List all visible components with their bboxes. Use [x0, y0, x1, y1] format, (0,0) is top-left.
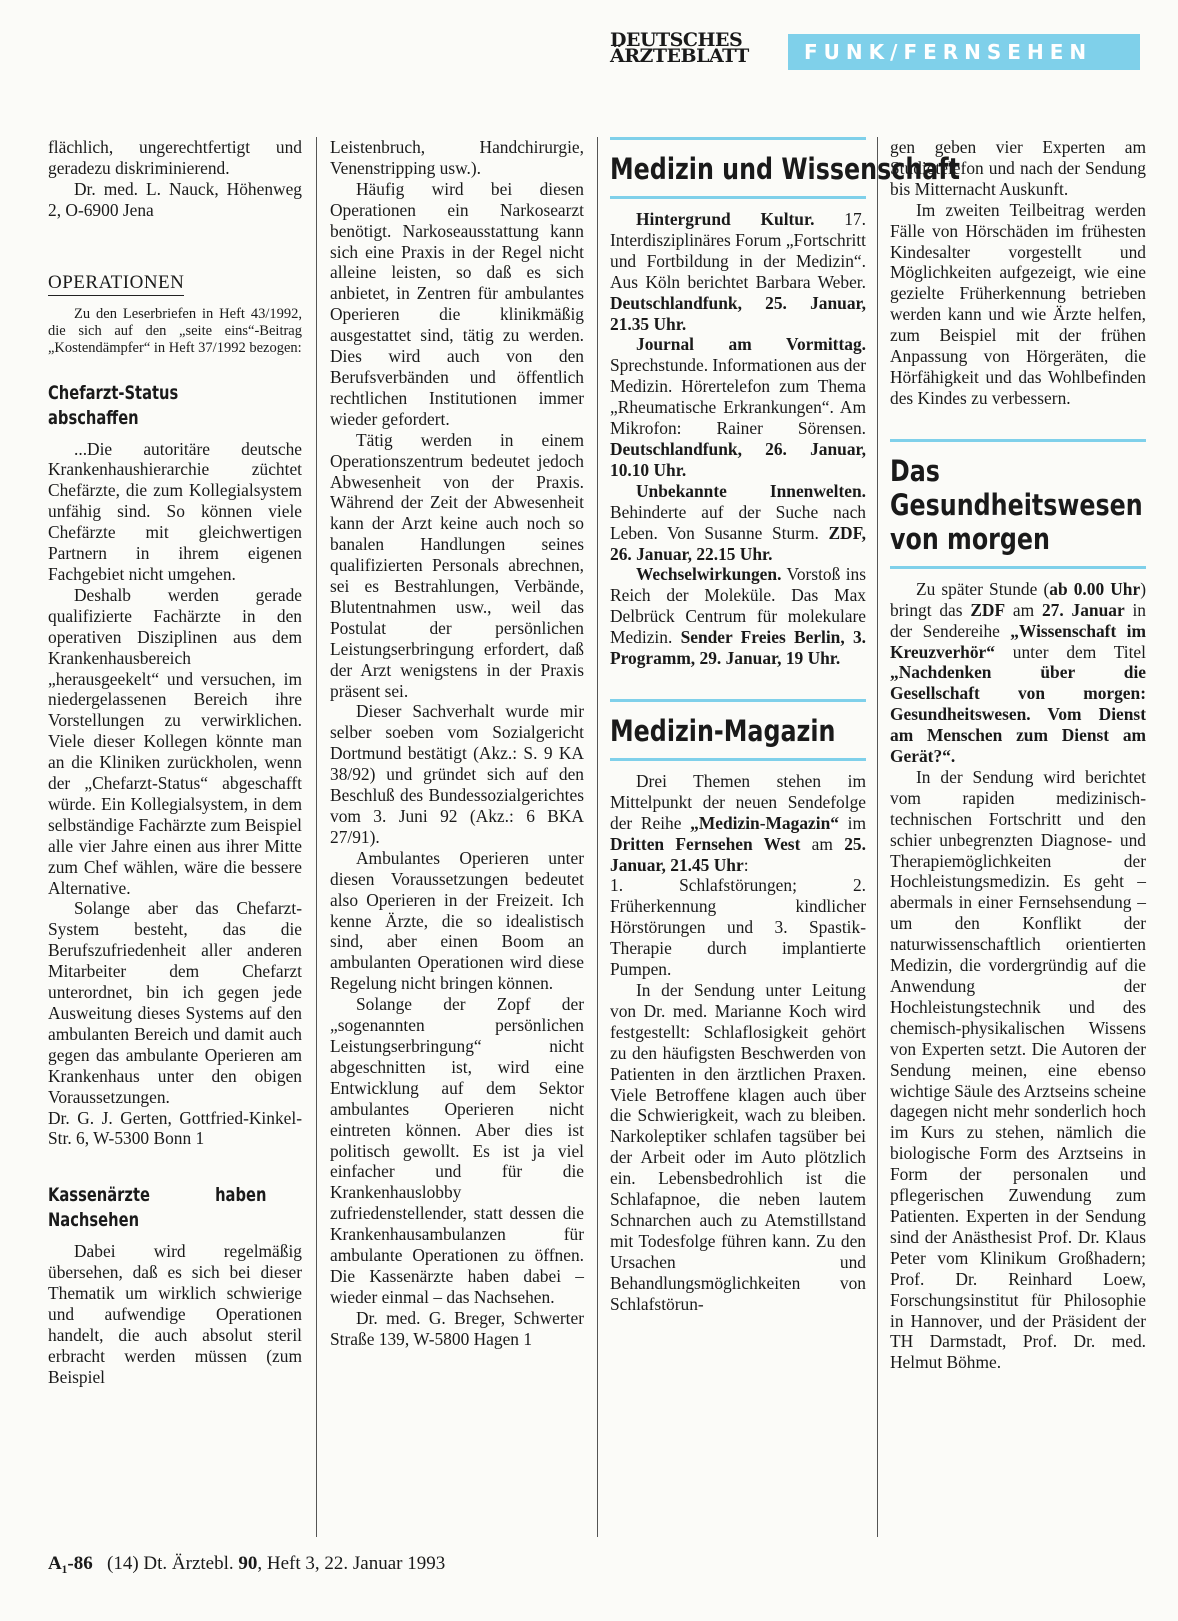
listing-time: ZDF, 26. Januar, 22.15 Uhr.	[610, 522, 866, 564]
paragraph: ...Die autoritäre deutsche Krankenhaushierarchie züchtet Chefärzte, die zum Kollegialsystem unfähig sind. So können viele Chefärzte mit gleichwertigen Partnern in ihrem eigenen Fachgebiet nicht umgehen.	[48, 438, 302, 584]
paragraph	[890, 579, 1146, 767]
paragraph: Dabei wird regelmäßig übersehen, daß es sich bei dieser Thematik um wirklich schwierige und aufwendige Operationen handelt, die auch absolut steril erbracht werden müssen (zum Beispiel	[48, 1241, 302, 1387]
listing-text: Sprechstunde. Informationen aus der Medizin. Hörertelefon zum Thema „Rheumatische Erkrankungen“. Am Mikrofon: Rainer Sörensen.	[610, 355, 866, 439]
listing-time: Deutschlandfunk, 25. Januar, 21.35 Uhr.	[610, 292, 866, 334]
paragraph: In der Sendung unter Leitung von Dr. med. Marianne Koch wird festgestellt: Schlaflosigkeit gehört zu den häufigsten Beschwerden von Patienten in den ärztlichen Praxen. Viele Betroffene klagen auch über die Schwierigkeit, wach zu bleiben. Narkoleptiker schlafen tagsüber bei der Arbeit oder im Auto plötzlich ein. Lebensbedrohlich ist die Schlafapnoe, die neben lautem Schnarchen auch zu Atemstillstand mit Todesfolge führen kann. Zu den Ursachen und Behandlungsmöglichkeiten von Schlafstörun-	[610, 980, 866, 1314]
paragraph: 1. Schlafstörungen; 2. Früherkennung kindlicher Hörstörungen und 3. Spastik-Therapie durch implantierte Pumpen.	[610, 875, 866, 980]
text-run-bold: Dritten Fernsehen West	[610, 833, 801, 854]
brand-line-2: ÄRZTEBLATT	[610, 45, 749, 67]
listing-title: Journal am Vormittag.	[636, 334, 866, 355]
section-heading-box	[890, 439, 1146, 569]
paragraph: gen geben vier Experten am Studiotelefon und nach der Sendung bis Mitternacht Auskunft.	[890, 137, 1146, 199]
section-heading-box	[610, 699, 866, 761]
spacer	[890, 409, 1146, 439]
column-2	[330, 137, 584, 1537]
text-run-bold: „Nachdenken über die Gesellschaft von morgen: Gesundheitswesen. Vom Dienst am Menschen zum Dienst am Gerät?“.	[890, 662, 1146, 767]
section-heading: Das Gesundheitswesen von morgen	[890, 453, 1143, 556]
rubric-heading: OPERATIONEN	[48, 273, 184, 296]
text-run: Zu später Stunde (	[916, 578, 1050, 599]
paragraph: Tätig werden in einem Operationszentrum bedeutet jedoch Abwesenheit von der Praxis. Während der Zeit der Abwesenheit kann der Arzt keine auch noch so banalen Handlungen seines qualifizierten Personals abrechnen, sei es Bestrahlungen, Verbände, Blutentnahmen usw., weil das Postulat der persönlichen Leistungserbringung erfordert, daß der Arzt wenigstens in der Praxis präsent sei.	[330, 429, 584, 701]
text-run: am	[1005, 599, 1042, 620]
paragraph: flächlich, ungerechtfertigt und geradezu diskriminierend.	[48, 137, 302, 178]
column-4	[890, 137, 1146, 1537]
brand-line-1: DEUTSCHES	[610, 29, 743, 51]
paragraph	[610, 771, 866, 876]
letter-heading: Kassenärzte haben Nachsehen	[48, 1184, 267, 1232]
paragraph: Deshalb werden gerade qualifizierte Fachärzte in den operativen Disziplinen aus dem Krankenhausbereich „herausgeekelt“ und versuchen, im niedergelassenen Bereich ihre Vorstellungen zu verwirklichen. Viele dieser Kollegen könnte man an die Kliniken zurückholen, wenn der „Chefarzt-Status“ abgeschafft würde. Ein Kollegialsystem, in dem selbständige Fachärzte zum Beispiel alle vier Jahre einen aus ihrer Mitte zum Chef wählen, wäre die bessere Alternative.	[48, 584, 302, 898]
listing-entry	[610, 564, 866, 669]
listing-time: Sender Freies Berlin, 3. Programm, 29. Januar, 19 Uhr.	[610, 627, 866, 669]
column-1	[48, 137, 302, 1537]
listing-entry	[610, 481, 866, 565]
text-run-bold: ZDF	[970, 599, 1006, 620]
text-run: im	[838, 812, 866, 833]
letter-signature: Dr. med. G. Breger, Schwerter Straße 139, W-5800 Hagen 1	[330, 1307, 584, 1349]
paragraph: Häufig wird bei diesen Operationen ein Narkosearzt benötigt. Narkoseausstattung kann sich eine Praxis in der Regel nicht alleine leisten, so daß es sich anbietet, in Zentren für ambulantes Operieren die klinikmäßig ausgestattet sind, tätig zu werden. Dies wird auch von den Berufsverbänden und öffentlich rechtlichen Institutionen immer wieder gefordert.	[330, 178, 584, 429]
column-3	[610, 137, 961, 1537]
letter-signature: Dr. G. J. Gerten, Gottfried-Kinkel-Str. 6, W-5300 Bonn 1	[48, 1107, 302, 1149]
page-footer	[48, 1553, 748, 1575]
page-number: A₁-86	[48, 1553, 93, 1574]
text-run: :	[743, 854, 749, 875]
text-run-bold: 27. Januar	[1041, 599, 1125, 620]
paragraph: Leistenbruch, Handchirurgie, Venenstripping usw.).	[330, 137, 584, 178]
section-heading: Medizin und Wissenschaft	[610, 152, 961, 186]
text-run-bold: „Wissenschaft im Kreuzverhör“	[890, 620, 1146, 662]
section-banner: FUNK/FERNSEHEN	[788, 34, 1140, 70]
text-run-bold: ab 0.00 Uhr	[1049, 578, 1141, 599]
paragraph: Solange der Zopf der „sogenannten persönlichen Leistungserbringung“ nicht abgeschnitten ist, wird eine Entwicklung auf dem Sektor ambulantes Operieren nicht eintreten können. Aber dies ist politisch gewollt. Es ist ja viel einfacher und für die Krankenhauslobby zufriedenstellender, statt dessen die Krankenhausambulanzen für ambulante Operationen zu öffnen. Die Kassenärzte haben dabei – wieder einmal – das Nachsehen.	[330, 994, 584, 1307]
column-divider	[597, 137, 598, 1537]
editorial-note: Zu den Leserbriefen in Heft 43/1992, die sich auf den „seite eins“-Beitrag „Kostendämpfer“ in Heft 37/1992 bezogen:	[48, 305, 302, 356]
letter-signature: Dr. med. L. Nauck, Höhenweg 2, O-6900 Jena	[48, 178, 302, 220]
paragraph: Dieser Sachverhalt wurde mir selber soeben vom Sozialgericht Dortmund bestätigt (Akz.: S. 9 KA 38/92) und gründet sich auf den Beschluß des Bundessozialgerichtes vom 3. Juni 92 (Akz.: 6 BKA 27/91).	[330, 701, 584, 847]
section-heading: Medizin-Magazin	[610, 713, 836, 748]
listing-title: Unbekannte Innenwelten.	[636, 480, 866, 501]
section-heading-box	[610, 137, 961, 199]
brand-logo	[610, 29, 770, 67]
text-run-bold: 25. Januar, 21.45 Uhr	[610, 833, 866, 875]
listing-text: Behinderte auf der Suche nach Leben. Von Susanne Sturm.	[610, 501, 866, 543]
paragraph: Im zweiten Teilbeitrag werden Fälle von Hörschäden im frühesten Kindesalter vorgestellt und Möglichkeiten aufgezeigt, wie eine gezielte Früherkennung betrieben werden kann und wie Ärzte helfen, zum Beispiel mit der frühen Anpassung von Hörgeräten, die Hörfähigkeit und das Wohlbefinden des Kindes zu verbessern.	[890, 199, 1146, 408]
text-run: Drei Themen stehen im Mittelpunkt der neuen Sendefolge der Reihe	[610, 770, 866, 833]
text-run: am	[800, 833, 845, 854]
listing-title: Hintergrund Kultur.	[636, 209, 815, 229]
text-run: ) bringt das	[890, 578, 1146, 620]
listing-text: 17. Interdisziplinäres Forum „Fortschritt und Fortbildung in der Medizin“. Aus Köln berichtet Barbara Weber.	[610, 209, 866, 292]
spacer	[610, 669, 866, 699]
listing-entry	[610, 209, 866, 334]
listing-text: Vorstoß ins Reich der Moleküle. Das Max Delbrück Centrum für molekulare Medizin.	[610, 564, 866, 648]
citation: (14) Dt. Ärztebl.	[107, 1553, 239, 1574]
column-divider	[316, 137, 317, 1537]
text-run: in der Sendereihe	[890, 599, 1146, 641]
listing-title: Wechselwirkungen.	[636, 564, 782, 585]
text-run-bold: „Medizin-Magazin“	[690, 812, 839, 833]
text-run: unter dem Titel	[994, 641, 1146, 662]
volume-number: 90	[238, 1553, 258, 1574]
paragraph: Ambulantes Operieren unter diesen Voraussetzungen bedeutet also Operieren in der Freizeit. Ich kenne Ärzte, die so idealistisch sind, aber einen Boom an ambulanten Operationen wird diese Regelung nicht bringen können.	[330, 847, 584, 994]
listing-time: Deutschlandfunk, 26. Januar, 10.10 Uhr.	[610, 438, 866, 480]
listing-entry	[610, 334, 866, 480]
citation: , Heft 3, 22. Januar 1993	[257, 1553, 446, 1574]
paragraph: Solange aber das Chefarzt-System besteht, das die Berufszufriedenheit aller anderen Mitarbeiter dem Chefarzt unterordnet, bin ich gegen jede Ausweitung dieses Systems auf den ambulanten Bereich und damit auch gegen das ambulante Operieren am Krankenhaus unter den obigen Voraussetzungen.	[48, 898, 302, 1107]
paragraph: In der Sendung wird berichtet vom rapiden medizinisch-technischen Fortschritt und den schier unbegrenzten Diagnose- und Therapiemöglichkeiten der Hochleistungsmedizin. Es geht – abermals in einer Fernsehsendung – um den Konflikt der naturwissenschaftlich orientierten Medizin, die vordergründig auf die Anwendung der Hochleistungstechnik und des chemisch-physikalischen Wissens von Experten setzt. Die Autoren der Sendung meinen, eine ebenso wichtige Säule des Arztseins scheine dagegen nicht mehr sonderlich hoch im Kurs zu stehen, nämlich die biologische Form des Arztseins in Form der personalen und pflegerischen Zuwendung zum Patienten. Experten in der Sendung sind der Anästhesist Prof. Dr. Klaus Peter vom Klinikum Großhadern; Prof. Dr. Reinhard Loew, Forschungsinstitut für Philosophie in Hannover, und der Präsident der TH Darmstadt, Prof. Dr. med. Helmut Böhme.	[890, 766, 1146, 1373]
letter-heading: Chefarzt-Status abschaffen	[48, 381, 179, 429]
column-divider	[877, 137, 878, 1537]
